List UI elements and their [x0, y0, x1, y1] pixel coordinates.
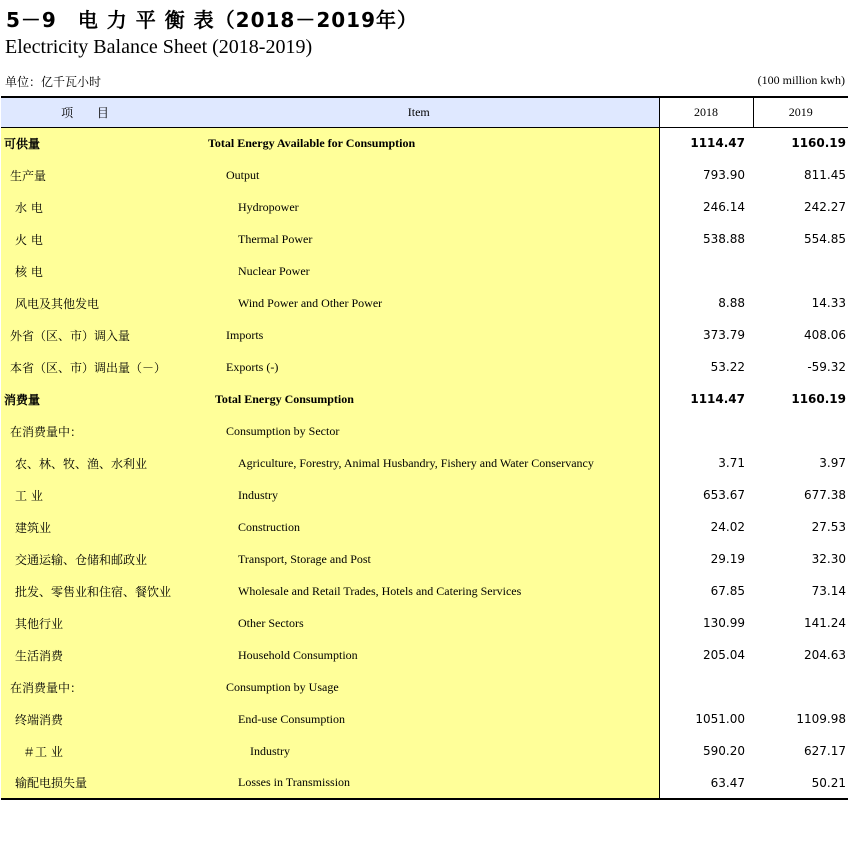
row-label-cn: 火 电: [1, 223, 179, 255]
row-label-en: Transport, Storage and Post: [179, 543, 659, 575]
row-label-en: Total Energy Available for Consumption: [179, 127, 659, 159]
table-row: [1, 607, 848, 639]
table-title-english: Electricity Balance Sheet (2018-2019): [5, 36, 313, 58]
value-2019: 3.97: [819, 456, 846, 470]
row-label-cn: 可供量: [1, 127, 179, 159]
row-label-en: Output: [179, 159, 659, 191]
table-row: [1, 287, 848, 319]
row-label-cn: 建筑业: [1, 511, 179, 543]
value-2018: 653.67: [659, 479, 753, 511]
value-2019: 408.06: [804, 328, 846, 342]
value-2018: 3.71: [659, 447, 753, 479]
value-2019: 1160.19: [791, 136, 846, 151]
value-2018: 67.85: [659, 575, 753, 607]
table-row: [1, 159, 848, 191]
value-2018: 1114.47: [659, 383, 753, 415]
row-label-cn: 终端消费: [1, 703, 179, 735]
header-year-2019: 2019: [753, 97, 848, 127]
row-label-cn: 生活消费: [1, 639, 179, 671]
header-item-chinese: 项 目: [1, 97, 179, 127]
value-2019: 14.33: [811, 296, 846, 310]
unit-label-chinese: 单位：亿千瓦小时: [5, 75, 102, 89]
row-label-en: Other Sectors: [179, 607, 659, 639]
value-2019: 73.14: [811, 584, 846, 598]
row-label-cn: 其他行业: [1, 607, 179, 639]
value-2018: 793.90: [659, 159, 753, 191]
table-row: [1, 191, 848, 223]
row-label-en: Hydropower: [179, 191, 659, 223]
row-label-cn: ＃工 业: [1, 735, 179, 767]
table-row: [1, 671, 848, 703]
row-label-en: Consumption by Sector: [179, 415, 659, 447]
value-2019: [753, 255, 848, 287]
table-row: [1, 703, 848, 735]
header-year-2018: 2018: [659, 97, 753, 127]
table-row: [1, 767, 848, 799]
value-2019: [753, 415, 848, 447]
row-label-en: Agriculture, Forestry, Animal Husbandry, Fishery and Water Conservancy: [179, 447, 659, 479]
row-label-en: Industry: [179, 479, 659, 511]
value-2019: 554.85: [804, 232, 846, 246]
unit-label-english: (100 million kwh): [757, 73, 845, 87]
electricity-balance-table: [1, 96, 848, 800]
value-2018: 538.88: [659, 223, 753, 255]
row-label-en: Imports: [179, 319, 659, 351]
table-row: [1, 511, 848, 543]
row-label-cn: 交通运输、仓储和邮政业: [1, 543, 179, 575]
value-2018: [659, 671, 753, 703]
value-2018: 1051.00: [659, 703, 753, 735]
row-label-en: Consumption by Usage: [179, 671, 659, 703]
row-label-en: Construction: [179, 511, 659, 543]
row-label-cn: 外省（区、市）调入量: [1, 319, 179, 351]
row-label-en: Exports (-): [179, 351, 659, 383]
row-label-en: Wholesale and Retail Trades, Hotels and Catering Services: [179, 575, 659, 607]
table-row: [1, 447, 848, 479]
row-label-en: Thermal Power: [179, 223, 659, 255]
value-2018: 130.99: [659, 607, 753, 639]
row-label-cn: 输配电损失量: [1, 767, 179, 799]
table-row: [1, 383, 848, 415]
value-2018: 1114.47: [659, 127, 753, 159]
value-2018: 373.79: [659, 319, 753, 351]
row-label-cn: 风电及其他发电: [1, 287, 179, 319]
value-2019: 1109.98: [796, 712, 846, 726]
value-2018: 53.22: [659, 351, 753, 383]
value-2019: 242.27: [804, 200, 846, 214]
header-item-english: Item: [179, 97, 659, 127]
table-header-row: [1, 97, 848, 127]
row-label-cn: 农、林、牧、渔、水利业: [1, 447, 179, 479]
value-2019: 1160.19: [791, 392, 846, 406]
row-label-en: Losses in Transmission: [179, 767, 659, 799]
row-label-en: Household Consumption: [179, 639, 659, 671]
table-row: [1, 575, 848, 607]
table-row: [1, 319, 848, 351]
value-2018: 246.14: [659, 191, 753, 223]
row-label-en: Industry: [179, 735, 659, 767]
table-row: [1, 639, 848, 671]
table-row: [1, 223, 848, 255]
row-label-cn: 生产量: [1, 159, 179, 191]
value-2019: 32.30: [811, 552, 846, 566]
value-2019: 50.21: [753, 767, 848, 799]
row-label-cn: 消费量: [1, 383, 179, 415]
row-label-cn: 工 业: [1, 479, 179, 511]
row-label-en: End-use Consumption: [179, 703, 659, 735]
value-2018: [659, 415, 753, 447]
value-2019: 677.38: [804, 488, 846, 502]
value-2019: [753, 671, 848, 703]
table-row: [1, 543, 848, 575]
table-row: [1, 479, 848, 511]
value-2019: 627.17: [804, 744, 846, 758]
table-title-chinese: 5－9 电 力 平 衡 表（2018－2019年）: [6, 8, 419, 32]
row-label-cn: 在消费量中：: [1, 671, 179, 703]
row-label-en: Total Energy Consumption: [179, 383, 659, 415]
table-row: [1, 127, 848, 159]
row-label-cn: 核 电: [1, 255, 179, 287]
value-2018: [659, 255, 753, 287]
table-row: [1, 255, 848, 287]
value-2019: -59.32: [807, 360, 846, 374]
value-2019: 811.45: [804, 168, 846, 182]
value-2019: 141.24: [804, 616, 846, 630]
value-2018: 29.19: [659, 543, 753, 575]
table-row: [1, 415, 848, 447]
row-label-cn: 水 电: [1, 191, 179, 223]
value-2018: 24.02: [659, 511, 753, 543]
row-label-cn: 批发、零售业和住宿、餐饮业: [1, 575, 179, 607]
value-2018: 205.04: [659, 639, 753, 671]
value-2019: 27.53: [811, 520, 846, 534]
table-row: [1, 351, 848, 383]
value-2018: 8.88: [659, 287, 753, 319]
row-label-cn: 本省（区、市）调出量（－）: [1, 351, 179, 383]
row-label-en: Nuclear Power: [179, 255, 659, 287]
row-label-en: Wind Power and Other Power: [179, 287, 659, 319]
row-label-cn: 在消费量中：: [1, 415, 179, 447]
value-2018: 63.47: [659, 767, 753, 799]
value-2019: 204.63: [804, 648, 846, 662]
value-2018: 590.20: [659, 735, 753, 767]
table-row: [1, 735, 848, 767]
